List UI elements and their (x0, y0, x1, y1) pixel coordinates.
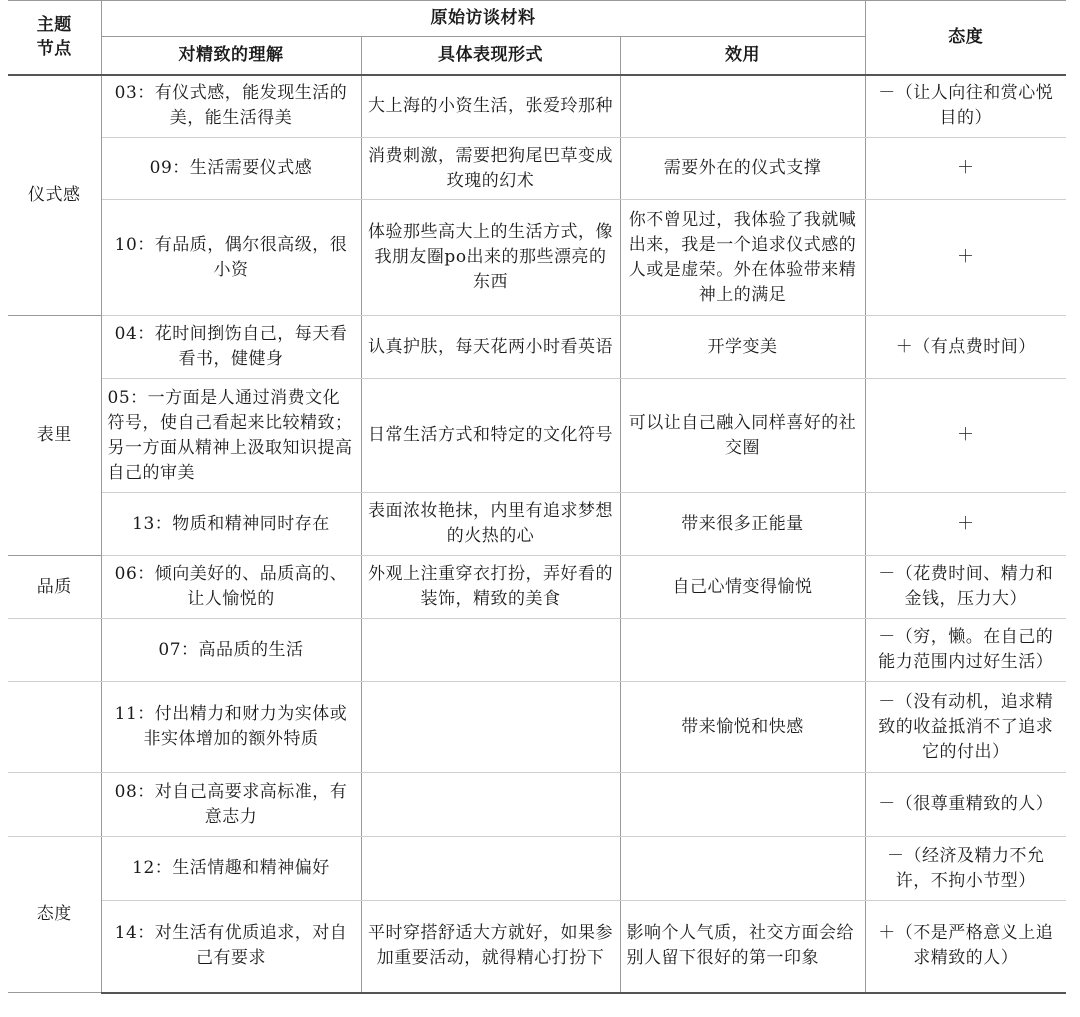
cell-form (361, 682, 620, 773)
table-row (8, 837, 1066, 901)
cell-form: 平时穿搭舒适大方就好，如果参加重要活动，就得精心打扮下 (361, 901, 620, 993)
cell-effect (620, 837, 865, 901)
header-topic-node: 主题 节点 (8, 1, 101, 75)
cell-attitude: ＋ (865, 379, 1066, 493)
cell-attitude: －（花费时间、精力和金钱，压力大） (865, 556, 1066, 619)
topic-empty (8, 773, 101, 837)
table-row (8, 200, 1066, 316)
cell-understanding: 06：倾向美好的、品质高的、让人愉悦的 (101, 556, 361, 619)
table-row (8, 556, 1066, 619)
cell-attitude: ＋（不是严格意义上追求精致的人） (865, 901, 1066, 993)
cell-form: 认真护肤，每天花两小时看英语 (361, 316, 620, 379)
cell-effect: 开学变美 (620, 316, 865, 379)
cell-form: 外观上注重穿衣打扮，弄好看的装饰，精致的美食 (361, 556, 620, 619)
cell-understanding: 12：生活情趣和精神偏好 (101, 837, 361, 901)
cell-understanding: 10：有品质，偶尔很高级，很小资 (101, 200, 361, 316)
cell-form: 日常生活方式和特定的文化符号 (361, 379, 620, 493)
cell-effect: 你不曾见过，我体验了我就喊出来，我是一个追求仪式感的人或是虚荣。外在体验带来精神上的满足 (620, 200, 865, 316)
cell-effect: 自己心情变得愉悦 (620, 556, 865, 619)
cell-form (361, 837, 620, 901)
cell-form: 体验那些高大上的生活方式，像我朋友圈po出来的那些漂亮的东西 (361, 200, 620, 316)
cell-attitude: ＋ (865, 493, 1066, 556)
header-effect: 效用 (620, 37, 865, 75)
header-interview-material: 原始访谈材料 (101, 1, 865, 37)
table-row (8, 773, 1066, 837)
cell-effect: 影响个人气质，社交方面会给别人留下很好的第一印象 (620, 901, 865, 993)
cell-understanding: 04：花时间捯饬自己，每天看看书，健健身 (101, 316, 361, 379)
cell-effect: 可以让自己融入同样喜好的社交圈 (620, 379, 865, 493)
cell-form: 大上海的小资生活，张爱玲那种 (361, 75, 620, 138)
topic-empty (8, 619, 101, 682)
cell-attitude: ＋ (865, 200, 1066, 316)
cell-understanding: 03：有仪式感，能发现生活的美，能生活得美 (101, 75, 361, 138)
cell-attitude: ＋ (865, 138, 1066, 200)
cell-understanding: 09：生活需要仪式感 (101, 138, 361, 200)
cell-understanding: 05：一方面是人通过消费文化符号，使自己看起来比较精致；另一方面从精神上汲取知识提高自己的审美 (101, 379, 361, 493)
cell-effect: 需要外在的仪式支撑 (620, 138, 865, 200)
cell-form (361, 773, 620, 837)
table-row (8, 138, 1066, 200)
cell-attitude: －（没有动机，追求精致的收益抵消不了追求它的付出） (865, 682, 1066, 773)
table-row (8, 619, 1066, 682)
cell-understanding: 14：对生活有优质追求，对自己有要求 (101, 901, 361, 993)
cell-form: 消费刺激，需要把狗尾巴草变成玫瑰的幻术 (361, 138, 620, 200)
header-attitude: 态度 (865, 1, 1066, 75)
cell-effect: 带来愉悦和快感 (620, 682, 865, 773)
table-row (8, 901, 1066, 993)
cell-attitude: －（让人向往和赏心悦目的） (865, 75, 1066, 138)
topic-ritual: 仪式感 (8, 75, 101, 316)
topic-empty (8, 682, 101, 773)
table-row (8, 75, 1066, 138)
cell-form: 表面浓妆艳抹，内里有追求梦想的火热的心 (361, 493, 620, 556)
cell-understanding: 11：付出精力和财力为实体或非实体增加的额外特质 (101, 682, 361, 773)
table-row (8, 682, 1066, 773)
cell-form (361, 619, 620, 682)
cell-effect (620, 619, 865, 682)
table-row (8, 379, 1066, 493)
header-form: 具体表现形式 (361, 37, 620, 75)
cell-attitude: －（经济及精力不允许，不拘小节型） (865, 837, 1066, 901)
cell-understanding: 07：高品质的生活 (101, 619, 361, 682)
cell-effect (620, 75, 865, 138)
topic-quality: 品质 (8, 556, 101, 619)
table-row (8, 316, 1066, 379)
table-row (8, 493, 1066, 556)
interview-table (8, 0, 1066, 994)
cell-understanding: 13：物质和精神同时存在 (101, 493, 361, 556)
header-understanding: 对精致的理解 (101, 37, 361, 75)
cell-attitude: －（穷，懒。在自己的能力范围内过好生活） (865, 619, 1066, 682)
cell-attitude: ＋（有点费时间） (865, 316, 1066, 379)
cell-effect (620, 773, 865, 837)
cell-understanding: 08：对自己高要求高标准，有意志力 (101, 773, 361, 837)
cell-attitude: －（很尊重精致的人） (865, 773, 1066, 837)
topic-attitude: 态度 (8, 837, 101, 993)
topic-surface: 表里 (8, 316, 101, 556)
cell-effect: 带来很多正能量 (620, 493, 865, 556)
